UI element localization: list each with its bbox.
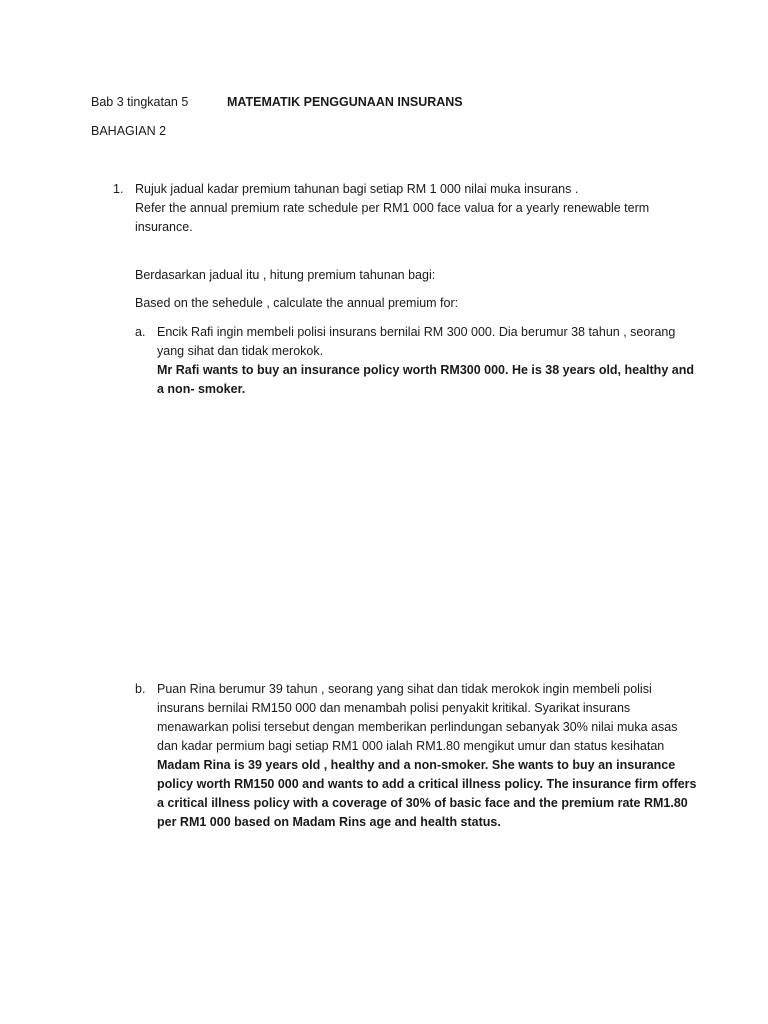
question-number: 1. [113, 182, 124, 196]
document-title: MATEMATIK PENGGUNAAN INSURANS [227, 95, 463, 109]
item-b [157, 680, 697, 832]
item-b-english: Madam Rina is 39 years old , healthy and a non-smoker. She wants to buy an insurance policy worth RM150 000 and wants to add a critical illness policy. The insurance firm offers a critical illness policy with a coverage of 30% of basic face and the premium rate RM1.80 per RM1 000 based on Madam Rins age and health status. [157, 758, 697, 829]
item-a-label: a. [135, 325, 146, 339]
item-a-malay: Encik Rafi ingin membeli polisi insurans bernilai RM 300 000. Dia berumur 38 tahun , seorang yang sihat dan tidak merokok. [157, 325, 676, 358]
prompt-malay: Berdasarkan jadual itu , hitung premium tahunan bagi: [135, 268, 436, 282]
item-b-label: b. [135, 682, 146, 696]
item-b-malay: Puan Rina berumur 39 tahun , seorang yang sihat dan tidak merokok ingin membeli polisi insurans bernilai RM150 000 dan menambah polisi penyakit kritikal. Syarikat insurans menawarkan polisi tersebut dengan memberikan perlindungan sebanyak 30% nilai muka asas dan kadar permium bagi setiap RM1 000 ialah RM1.80 mengikut umur dan status kesihatan [157, 682, 678, 753]
section-label: BAHAGIAN 2 [91, 124, 167, 138]
item-a [157, 323, 697, 399]
instruction-malay: Rujuk jadual kadar premium tahunan bagi setiap RM 1 000 nilai muka insurans . [135, 182, 579, 196]
item-a-english: Mr Rafi wants to buy an insurance policy worth RM300 000. He is 38 years old, healthy and a non- smoker. [157, 363, 694, 396]
instruction-english: Refer the annual premium rate schedule per RM1 000 face valua for a yearly renewable term insurance. [135, 201, 650, 234]
chapter-label: Bab 3 tingkatan 5 [91, 95, 189, 109]
question-instruction [135, 180, 695, 237]
prompt-english: Based on the sehedule , calculate the annual premium for: [135, 296, 459, 310]
